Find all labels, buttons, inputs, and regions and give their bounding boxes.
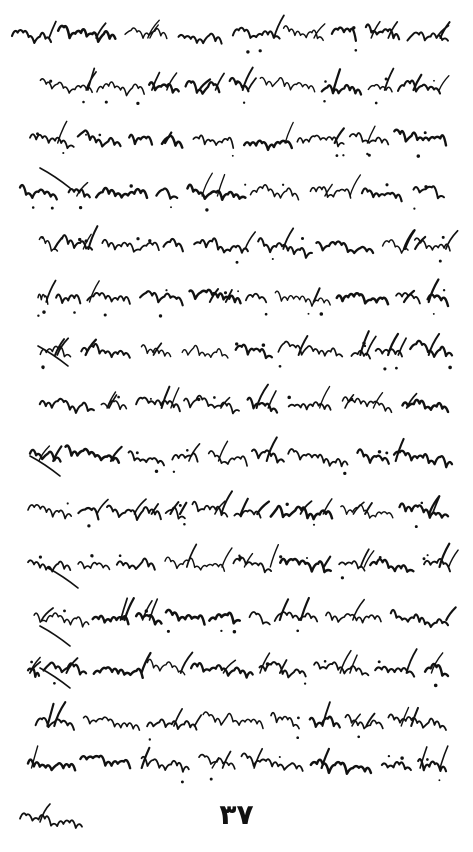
letter-dot bbox=[205, 208, 208, 211]
letter-dot bbox=[443, 289, 445, 291]
letter-dot bbox=[417, 154, 420, 157]
handwritten-word bbox=[78, 562, 109, 570]
handwriting-line bbox=[37, 280, 448, 318]
letter-dot bbox=[183, 523, 186, 526]
letter-dot bbox=[159, 314, 162, 317]
letter-dot bbox=[243, 102, 245, 104]
letter-dot bbox=[67, 502, 69, 504]
letter-dot bbox=[324, 80, 327, 83]
letter-ascender bbox=[135, 499, 147, 514]
letter-dot bbox=[297, 717, 300, 720]
letter-dot bbox=[36, 132, 39, 135]
handwritten-word bbox=[78, 130, 121, 146]
letter-dot bbox=[259, 49, 262, 52]
letter-dot bbox=[136, 102, 139, 105]
letter-dot bbox=[119, 554, 122, 557]
handwriting-line bbox=[36, 702, 446, 741]
handwritten-word bbox=[147, 720, 196, 730]
handwritten-word bbox=[184, 396, 239, 414]
letter-dot bbox=[286, 503, 289, 506]
handwritten-word bbox=[394, 451, 452, 467]
handwritten-word bbox=[69, 189, 90, 197]
letter-dot bbox=[170, 206, 172, 208]
handwritten-word bbox=[172, 453, 197, 461]
handwritten-word bbox=[194, 238, 248, 252]
letter-dot bbox=[350, 398, 353, 401]
letter-dot bbox=[364, 345, 366, 347]
letter-dot bbox=[279, 365, 282, 368]
letter-dot bbox=[79, 206, 82, 209]
handwritten-word bbox=[332, 28, 356, 41]
handwritten-word bbox=[278, 342, 342, 357]
handwritten-word bbox=[370, 559, 413, 571]
letter-dot bbox=[39, 556, 42, 559]
handwriting-lines bbox=[12, 15, 458, 783]
letter-dot bbox=[328, 716, 330, 718]
handwritten-word bbox=[125, 28, 167, 39]
handwritten-word bbox=[166, 610, 205, 625]
letter-dot bbox=[85, 239, 88, 242]
letter-ascender bbox=[446, 231, 458, 249]
letter-dot bbox=[424, 185, 427, 188]
letter-dot bbox=[238, 555, 240, 557]
letter-dot bbox=[342, 154, 344, 156]
letter-ascender bbox=[181, 653, 193, 674]
handwritten-word bbox=[40, 399, 94, 413]
letter-dot bbox=[355, 49, 358, 52]
handwritten-word bbox=[424, 559, 450, 571]
handwritten-word bbox=[94, 667, 143, 677]
letter-dot bbox=[104, 313, 107, 316]
letter-dot bbox=[352, 26, 355, 29]
letter-dot bbox=[236, 80, 239, 83]
handwritten-word bbox=[258, 238, 312, 258]
letter-dot bbox=[224, 291, 227, 294]
handwritten-word bbox=[30, 134, 74, 148]
handwriting-line bbox=[30, 437, 452, 475]
handwritten-word bbox=[248, 398, 277, 413]
handwritten-word bbox=[394, 130, 446, 146]
letter-ascender bbox=[449, 550, 458, 567]
letter-dot bbox=[149, 738, 151, 740]
handwritten-word bbox=[388, 714, 446, 730]
marginal-additions bbox=[30, 168, 78, 688]
letter-ascender bbox=[254, 749, 262, 768]
letter-dot bbox=[388, 755, 390, 757]
letter-dot bbox=[98, 134, 101, 137]
letter-ascender bbox=[283, 228, 293, 249]
handwriting-line bbox=[40, 331, 452, 370]
letter-dot bbox=[442, 236, 445, 239]
handwritten-word bbox=[136, 613, 161, 624]
letter-dot bbox=[383, 367, 386, 370]
letter-dot bbox=[37, 315, 39, 317]
letter-dot bbox=[313, 524, 315, 526]
handwritten-word bbox=[20, 185, 57, 199]
letter-dot bbox=[63, 609, 66, 612]
handwritten-word bbox=[244, 141, 292, 150]
letter-ascender bbox=[268, 391, 276, 408]
handwritten-word bbox=[80, 756, 130, 768]
letter-dot bbox=[362, 342, 365, 345]
handwritten-word bbox=[56, 295, 80, 304]
handwritten-word bbox=[209, 613, 239, 623]
handwritten-word bbox=[193, 135, 233, 148]
letter-ascender bbox=[187, 544, 197, 567]
letter-dot bbox=[41, 365, 44, 368]
letter-dot bbox=[265, 313, 268, 316]
letter-dot bbox=[42, 310, 45, 313]
letter-ascender bbox=[107, 392, 115, 408]
handwriting-line bbox=[28, 544, 458, 580]
letter-ascender bbox=[324, 557, 330, 567]
letter-dot bbox=[246, 50, 249, 53]
letter-dot bbox=[233, 630, 236, 633]
letter-dot bbox=[49, 80, 52, 83]
letter-ascender bbox=[334, 69, 341, 90]
letter-ascender bbox=[54, 702, 65, 726]
letter-dot bbox=[186, 449, 189, 452]
handwriting-line bbox=[39, 226, 457, 264]
letter-ascender bbox=[274, 15, 284, 38]
letter-dot bbox=[78, 238, 81, 241]
letter-dot bbox=[91, 555, 93, 557]
letter-dot bbox=[136, 451, 139, 454]
handwritten-word bbox=[288, 449, 347, 466]
letter-dot bbox=[324, 660, 327, 663]
letter-dot bbox=[82, 101, 85, 104]
letter-dot bbox=[173, 471, 175, 473]
handwritten-word bbox=[28, 560, 70, 571]
letter-ascender bbox=[257, 502, 269, 514]
letter-dot bbox=[433, 80, 435, 82]
handwritten-word bbox=[414, 186, 445, 198]
handwritten-word bbox=[275, 291, 330, 306]
letter-dot bbox=[304, 682, 306, 684]
handwritten-word bbox=[391, 610, 448, 627]
letter-dot bbox=[236, 261, 239, 264]
handwritten-word bbox=[58, 26, 115, 42]
handwriting-line bbox=[30, 121, 446, 157]
letter-dot bbox=[117, 396, 120, 399]
letter-ascender bbox=[285, 123, 293, 144]
letter-dot bbox=[378, 660, 381, 663]
handwritten-word bbox=[44, 663, 87, 675]
letter-dot bbox=[385, 451, 388, 454]
handwritten-word bbox=[28, 505, 71, 519]
handwritten-word bbox=[142, 757, 189, 772]
handwritten-word bbox=[242, 753, 303, 771]
handwritten-word bbox=[62, 235, 92, 250]
handwritten-word bbox=[415, 238, 450, 251]
letter-ascender bbox=[407, 649, 417, 673]
handwritten-word bbox=[179, 34, 222, 44]
handwriting-line bbox=[12, 15, 450, 53]
letter-ascender bbox=[142, 653, 151, 673]
marginal-stroke bbox=[40, 626, 70, 646]
letter-ascender bbox=[270, 545, 278, 567]
letter-dot bbox=[448, 366, 452, 370]
handwritten-word bbox=[129, 451, 164, 465]
handwriting-line bbox=[28, 649, 448, 687]
handwritten-word bbox=[396, 293, 420, 303]
letter-ascender bbox=[244, 554, 252, 567]
letter-dot bbox=[53, 682, 56, 685]
letter-dot bbox=[30, 661, 33, 664]
letter-ascender bbox=[54, 238, 62, 249]
letter-dot bbox=[165, 289, 167, 291]
letter-ascender bbox=[335, 128, 344, 143]
handwritten-word bbox=[322, 85, 361, 94]
handwritten-word bbox=[209, 451, 247, 466]
letter-dot bbox=[385, 183, 388, 186]
letter-dot bbox=[424, 131, 427, 134]
handwriting-line bbox=[34, 598, 456, 633]
marginal-stroke bbox=[40, 668, 70, 688]
handwritten-word bbox=[203, 712, 263, 728]
letter-dot bbox=[308, 313, 310, 315]
letter-ascender bbox=[280, 599, 288, 620]
handwritten-word bbox=[78, 508, 98, 519]
letter-ascender bbox=[46, 281, 55, 303]
letter-dot bbox=[232, 155, 234, 157]
letter-dot bbox=[385, 78, 388, 81]
letter-dot bbox=[423, 557, 426, 560]
letter-ascender bbox=[58, 121, 67, 143]
letter-ascender bbox=[49, 22, 56, 39]
letter-dot bbox=[41, 236, 44, 239]
handwritten-word bbox=[362, 188, 402, 201]
letter-dot bbox=[150, 398, 152, 400]
handwritten-word bbox=[368, 85, 392, 92]
handwritten-word bbox=[357, 449, 388, 463]
page-number: ۳۷ bbox=[219, 798, 254, 831]
letter-dot bbox=[282, 184, 284, 186]
letter-dot bbox=[62, 152, 64, 154]
handwritten-word bbox=[182, 345, 228, 358]
handwritten-word bbox=[156, 189, 177, 199]
letter-dot bbox=[136, 237, 139, 240]
letter-ascender bbox=[405, 230, 415, 249]
handwritten-word bbox=[147, 659, 184, 674]
handwritten-word bbox=[233, 28, 280, 39]
handwritten-word bbox=[310, 187, 350, 198]
letter-ascender bbox=[90, 281, 100, 302]
letter-ascender bbox=[162, 387, 170, 408]
letter-ascender bbox=[248, 78, 256, 90]
letter-ascender bbox=[86, 340, 96, 355]
letter-dot bbox=[415, 525, 418, 528]
letter-dot bbox=[336, 154, 339, 157]
letter-dot bbox=[426, 758, 429, 761]
letter-dot bbox=[320, 312, 324, 316]
handwritten-word bbox=[316, 242, 373, 253]
handwritten-word bbox=[84, 716, 140, 730]
letter-dot bbox=[378, 450, 381, 453]
letter-dot bbox=[287, 396, 291, 400]
letter-dot bbox=[73, 311, 76, 314]
letter-ascender bbox=[245, 232, 255, 249]
handwritten-word bbox=[311, 760, 371, 774]
letter-dot bbox=[279, 555, 282, 558]
letter-dot bbox=[148, 239, 151, 242]
handwritten-word bbox=[164, 239, 183, 251]
letter-ascender bbox=[216, 73, 225, 90]
letter-ascender bbox=[439, 76, 449, 90]
letter-dot bbox=[272, 258, 274, 260]
handwritten-word bbox=[199, 755, 235, 769]
marginal-stroke bbox=[40, 168, 70, 188]
handwritten-word bbox=[382, 762, 411, 770]
letter-dot bbox=[395, 367, 398, 370]
letter-dot bbox=[433, 313, 435, 315]
letter-ascender bbox=[398, 338, 406, 355]
letter-dot bbox=[296, 629, 299, 632]
handwriting-line bbox=[40, 385, 448, 414]
handwritten-word bbox=[140, 291, 183, 305]
letter-dot bbox=[439, 260, 442, 263]
letter-dot bbox=[181, 780, 184, 783]
letter-dot bbox=[32, 206, 35, 209]
letter-dot bbox=[130, 184, 133, 187]
letter-dot bbox=[85, 134, 87, 136]
letter-ascender bbox=[323, 702, 330, 726]
letter-ascender bbox=[219, 441, 228, 461]
handwritten-word bbox=[260, 77, 314, 91]
handwritten-word bbox=[246, 294, 266, 303]
handwriting-line bbox=[40, 68, 449, 105]
handwriting-line bbox=[28, 491, 448, 528]
letter-dot bbox=[357, 735, 360, 738]
letter-ascender bbox=[189, 444, 200, 461]
letter-dot bbox=[179, 504, 182, 507]
letter-dot bbox=[400, 756, 403, 759]
handwritten-word bbox=[165, 557, 224, 571]
letter-dot bbox=[244, 184, 246, 186]
handwritten-word bbox=[280, 559, 330, 572]
letter-dot bbox=[421, 502, 424, 505]
letter-dot bbox=[413, 208, 415, 210]
letter-dot bbox=[341, 576, 344, 579]
handwritten-word bbox=[28, 760, 75, 771]
letter-ascender bbox=[195, 715, 202, 726]
letter-ascender bbox=[366, 336, 376, 355]
letter-ascender bbox=[371, 22, 380, 38]
letter-dot bbox=[279, 756, 281, 758]
handwritten-word bbox=[400, 504, 449, 518]
handwritten-word bbox=[425, 664, 448, 676]
letter-dot bbox=[237, 290, 239, 292]
letter-dot bbox=[145, 609, 148, 612]
handwritten-word bbox=[251, 185, 299, 200]
letter-dot bbox=[434, 684, 438, 688]
letter-dot bbox=[379, 556, 382, 559]
handwritten-word bbox=[337, 293, 388, 304]
letter-dot bbox=[375, 102, 378, 105]
letter-dot bbox=[105, 101, 108, 104]
handwritten-word bbox=[97, 82, 144, 96]
letter-dot bbox=[343, 472, 346, 475]
letter-ascender bbox=[350, 175, 360, 196]
letter-dot bbox=[197, 398, 200, 401]
handwritten-word bbox=[40, 79, 92, 93]
letter-dot bbox=[427, 554, 429, 556]
handwritten-word bbox=[117, 559, 155, 570]
letter-dot bbox=[366, 153, 368, 155]
letter-dot bbox=[155, 470, 158, 473]
handwritten-word bbox=[233, 558, 271, 573]
letter-dot bbox=[51, 207, 54, 210]
marginal-stroke bbox=[48, 568, 78, 588]
handwritten-word bbox=[93, 616, 129, 624]
handwriting-line bbox=[20, 173, 444, 211]
letter-dot bbox=[301, 237, 304, 240]
letter-dot bbox=[438, 779, 440, 781]
letter-dot bbox=[213, 396, 216, 399]
letter-dot bbox=[262, 343, 266, 347]
handwritten-word bbox=[271, 713, 299, 729]
handwritten-word bbox=[96, 188, 147, 198]
letter-ascender bbox=[373, 393, 382, 408]
letter-ascender bbox=[429, 280, 439, 303]
letter-dot bbox=[210, 778, 213, 781]
handwritten-word bbox=[236, 345, 272, 358]
letter-ascender bbox=[174, 709, 182, 726]
letter-dot bbox=[266, 662, 270, 666]
letter-dot bbox=[167, 630, 170, 633]
handwritten-word bbox=[129, 135, 152, 145]
handwritten-word bbox=[191, 663, 253, 677]
letter-dot bbox=[323, 100, 326, 103]
letter-ascender bbox=[243, 68, 253, 90]
handwritten-word bbox=[289, 402, 331, 410]
handwritten-word bbox=[188, 185, 246, 200]
letter-ascender bbox=[365, 503, 372, 514]
handwritten-word bbox=[101, 401, 126, 409]
letter-dot bbox=[220, 630, 222, 632]
handwritten-word bbox=[345, 715, 382, 729]
letter-ascender bbox=[446, 607, 455, 620]
handwritten-word bbox=[398, 81, 440, 94]
letter-ascender bbox=[222, 548, 232, 567]
handwriting-line bbox=[28, 746, 448, 783]
letter-dot bbox=[235, 342, 238, 345]
handwritten-word bbox=[87, 293, 130, 304]
letter-dot bbox=[296, 736, 299, 739]
handwritten-word bbox=[12, 30, 51, 43]
letter-dot bbox=[87, 524, 90, 527]
handwritten-word bbox=[250, 612, 270, 624]
letter-ascender bbox=[440, 746, 448, 768]
letter-dot bbox=[306, 557, 308, 559]
